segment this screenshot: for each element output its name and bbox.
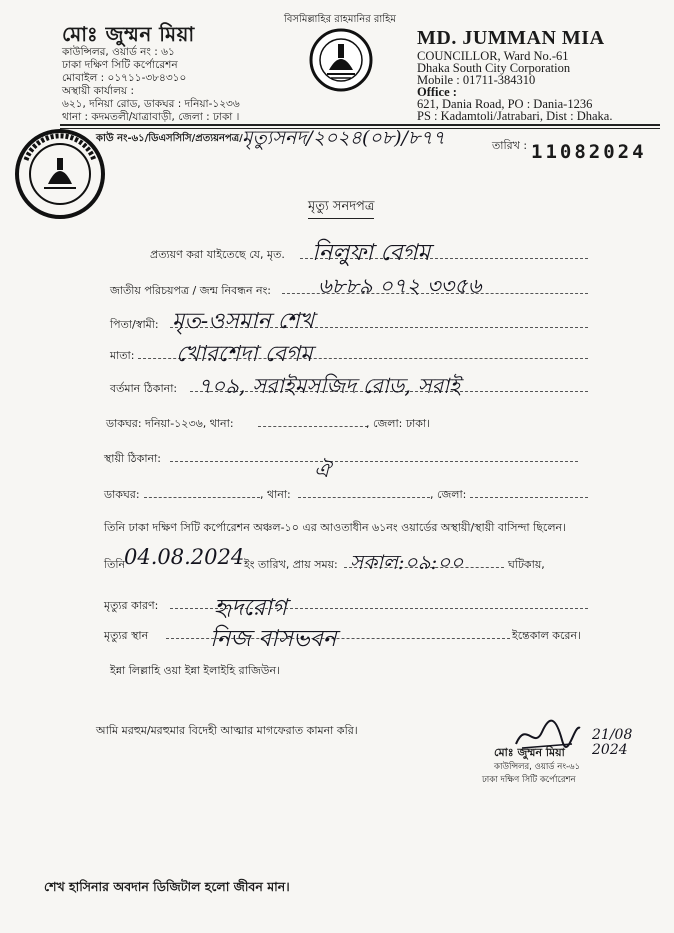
header-en-name: MD. JUMMAN MIA xyxy=(417,27,605,49)
death-mid: ইং তারিখ, প্রায় সময়: xyxy=(244,558,338,571)
father-label: পিতা/স্বামী: xyxy=(110,318,159,331)
signature-date: 21/08 2024 xyxy=(592,727,633,758)
header-en-line-2: Dhaka South City Corporation xyxy=(417,61,571,75)
intro-label: প্রত্যয়ণ করা যাইতেছে যে, মৃত. xyxy=(150,248,285,261)
footer-slogan: শেখ হাসিনার অবদান ডিজিটাল হলো জীবন মান। xyxy=(44,879,290,894)
dscc-logo xyxy=(309,28,373,92)
header-en-line-6: PS : Kadamtoli/Jatrabari, Dist : Dhaka. xyxy=(417,109,613,123)
dist2-dotline xyxy=(470,497,588,498)
prayer-text: আমি মরহুম/মরহুমার বিদেহী আত্মার মাগফেরাত কামনা করি। xyxy=(96,724,358,737)
header-bn-line-5: ৬২১, দনিয়া রোড, ডাকঘর : দনিয়া-১২৩৬ xyxy=(62,98,240,110)
header-bn-line-6: থানা : কদমতলী/যাত্রাবাড়ী, জেলা : ঢাকা । xyxy=(62,111,240,123)
header-bn-line-4: অস্থায়ী কার্যালয় : xyxy=(62,85,134,97)
ref-printed: কাউ নং-৬১/ডিএসসিসি/প্রত্যয়নপত্র/ xyxy=(96,133,243,144)
place-value: নিজ বাসভবন xyxy=(210,626,337,652)
death-suffix: ঘটিকায়, xyxy=(508,558,545,571)
death-date: 04.08.2024 xyxy=(124,545,245,569)
present-address-value: ৭০৯, সরাইমসজিদ রোড, সরাই xyxy=(198,374,461,398)
place-label: মৃত্যুর স্থান xyxy=(104,629,149,642)
thana2-dotline xyxy=(298,497,430,498)
date-label: তারিখ : xyxy=(492,139,528,152)
header-en-line-4: Office : xyxy=(417,85,457,99)
header-bn-line-2: ঢাকা দক্ষিণ সিটি কর্পোরেশন xyxy=(62,59,178,71)
cause-value: হৃদরোগ xyxy=(214,595,287,621)
permanent-address-label: স্থায়ী ঠিকানা: xyxy=(104,452,161,465)
date-value: 11082024 xyxy=(531,141,647,163)
mother-label: মাতা: xyxy=(110,349,135,362)
bismillah: বিসমিল্লাহির রাহমানির রাহিম xyxy=(284,14,396,25)
signature-org: ঢাকা দক্ষিণ সিটি কর্পোরেশন xyxy=(482,775,576,785)
residence-text: তিনি ঢাকা দক্ষিণ সিটি কর্পোরেশন অঞ্চল-১০ এর আওতাধীন ৬১নং ওয়ার্ডের অস্থায়ী/স্থায়ী বাসিন্দা ছিলেন। xyxy=(104,521,567,534)
po1-dotline xyxy=(258,426,368,427)
permanent-address-value: ঐ xyxy=(314,458,331,482)
place-suffix: ইন্তেকাল করেন। xyxy=(512,629,581,642)
header-bn-name: মোঃ জুম্মন মিয়া xyxy=(62,22,195,46)
header-en-line-3: Mobile : 01711-384310 xyxy=(417,73,536,87)
header-en-line-5: 621, Dania Road, PO : Dania-1236 xyxy=(417,97,593,111)
dist1-label: , জেলা: ঢাকা। xyxy=(366,417,431,430)
inna-text: ইন্না লিল্লাহি ওয়া ইন্না ইলাইহি রাজিউন। xyxy=(110,664,280,677)
deceased-name: নিলুফা বেগম xyxy=(312,240,431,266)
present-address-label: বর্তমান ঠিকানা: xyxy=(110,382,178,395)
councillor-seal xyxy=(14,128,106,220)
po1-label: ডাকঘর: দনিয়া-১২৩৬, থানা: xyxy=(106,417,234,430)
mother-value: খোরশেদা বেগম xyxy=(176,342,313,367)
death-time: সকাল:০৯:০০ xyxy=(350,550,464,574)
header-en-line-1: COUNCILLOR, Ward No.-61 xyxy=(417,49,569,63)
po2-dotline xyxy=(144,497,260,498)
ref-handwritten: মৃত্যুসনদ/২০২৪(০৮)/৮৭৭ xyxy=(242,127,445,149)
signature-title: কাউন্সিলর, ওয়ার্ড নং-৬১ xyxy=(494,762,581,772)
dist2-label: , জেলা: xyxy=(430,488,467,501)
header-bn-line-3: মোবাইল : ০১৭১১-৩৮৪৩১০ xyxy=(62,72,187,84)
po2-label: ডাকঘর: xyxy=(104,488,140,501)
cause-label: মৃত্যুর কারণ: xyxy=(104,599,159,612)
permanent-address-dotline xyxy=(170,461,578,462)
signature-name: মোঃ জুম্মন মিয়া xyxy=(494,746,565,759)
nid-label: জাতীয় পরিচয়পত্র / জন্ম নিবন্ধন নং: xyxy=(110,284,272,297)
nid-value: ৬৮৮৯ ০৭২ ৩৩৫৬ xyxy=(318,274,482,298)
father-value: মৃত-ওসমান শেখ xyxy=(172,309,314,334)
header-bn-line-1: কাউন্সিলর, ওয়ার্ড নং : ৬১ xyxy=(62,46,175,58)
certificate-title: মৃত্যু সনদপত্র xyxy=(308,197,374,219)
death-prefix: তিনি xyxy=(104,558,126,571)
thana2-label: , থানা: xyxy=(260,488,291,501)
